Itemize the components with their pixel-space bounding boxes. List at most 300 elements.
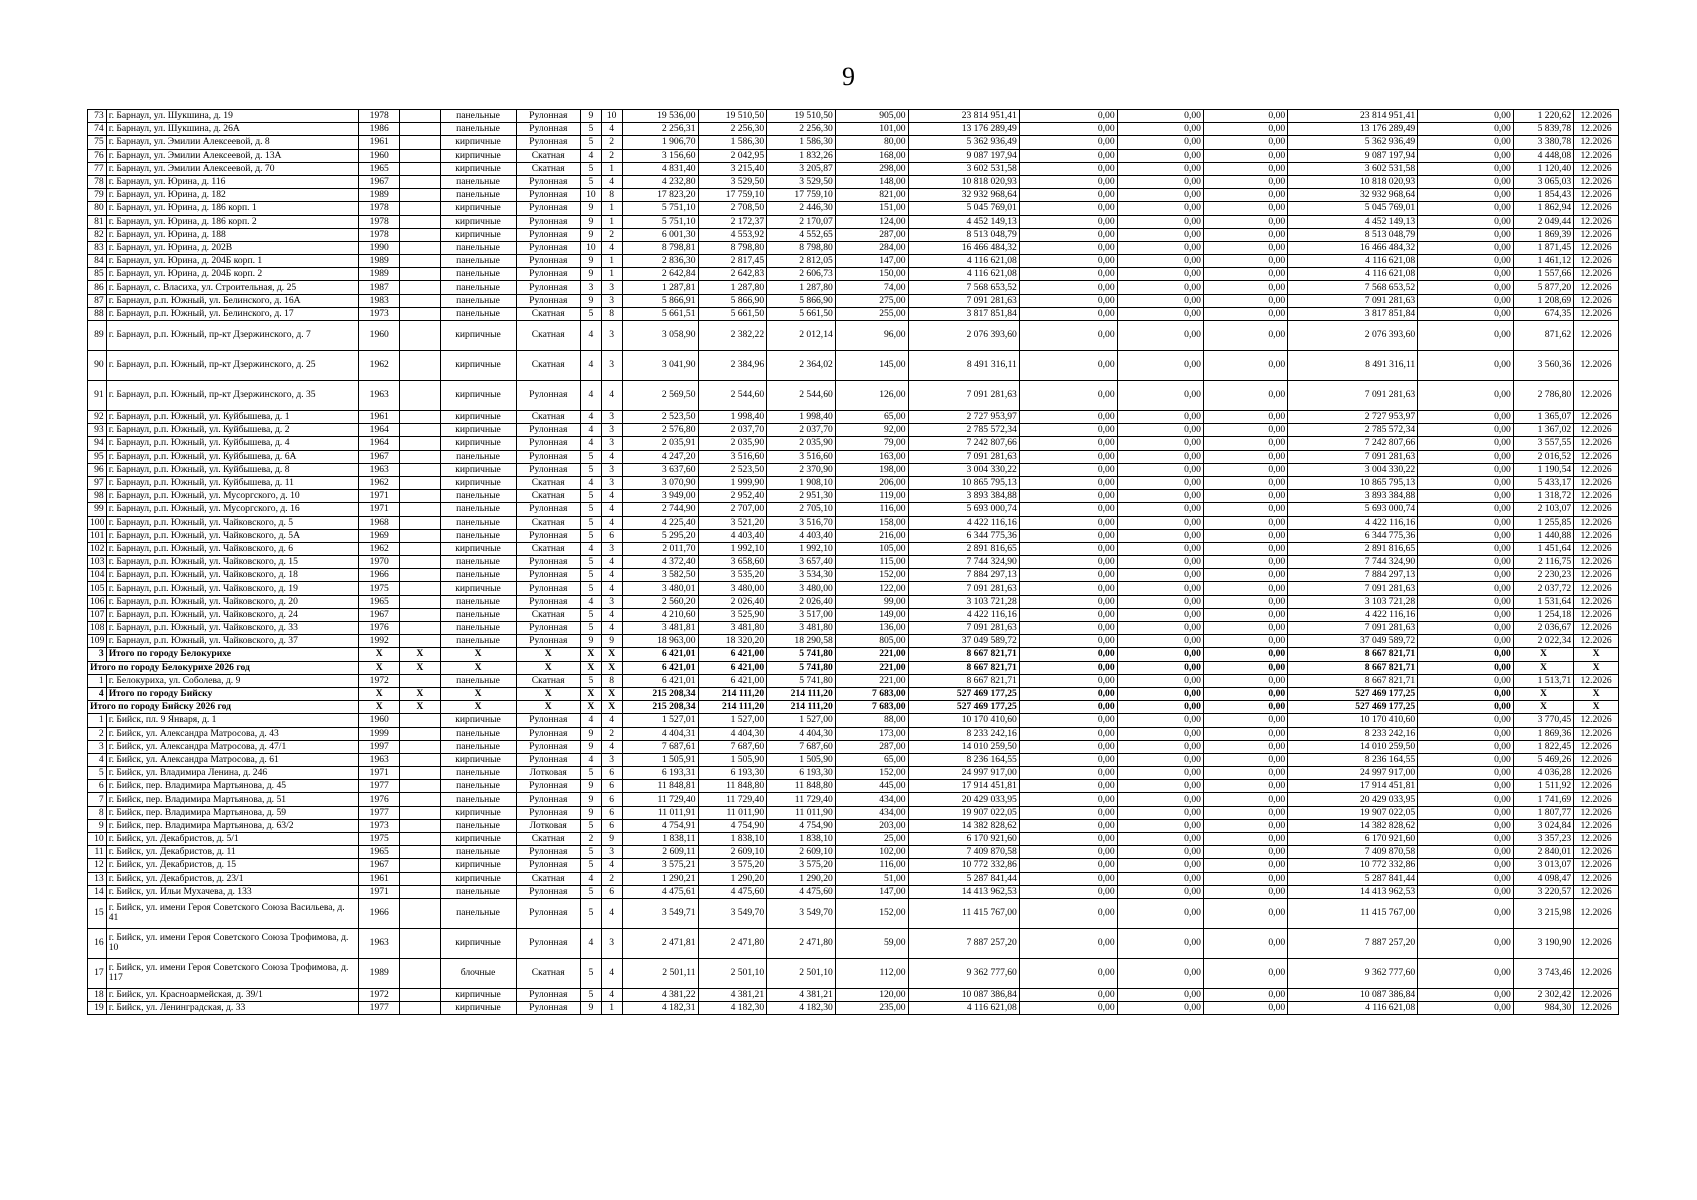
value-cell-cost: 7 744 324,90 xyxy=(908,556,1019,569)
value-cell-cost: 5 362 936,49 xyxy=(908,136,1019,149)
value-cell-f3: 0,00 xyxy=(1203,215,1287,228)
address-cell: г. Барнаул, ул. Шукшина, д. 26А xyxy=(106,123,359,136)
wall-material-cell: панельные xyxy=(440,622,516,635)
row-number: 107 xyxy=(88,608,107,621)
value-cell-cost: 7 091 281,63 xyxy=(908,294,1019,307)
address-cell: г. Белокуриха, ул. Соболева, д. 9 xyxy=(106,674,359,687)
value-cell-cost: 14 413 962,53 xyxy=(908,885,1019,898)
table-row xyxy=(88,542,1619,555)
roof-type-cell: Рулонная xyxy=(516,529,580,542)
value-cell-cost: 8 513 048,79 xyxy=(908,228,1019,241)
value-cell-f3: 0,00 xyxy=(1203,381,1287,411)
value-cell-cost: 5 287 841,44 xyxy=(908,872,1019,885)
value-cell-f2: 0,00 xyxy=(1117,740,1203,753)
placeholder-x-cell: X xyxy=(516,661,580,674)
roof-type-cell: Скатная xyxy=(516,321,580,351)
row-number: 92 xyxy=(88,411,107,424)
value-cell-f2: 0,00 xyxy=(1117,872,1203,885)
address-cell: г. Барнаул, ул. Юрина, д. 186 корп. 2 xyxy=(106,215,359,228)
row-number: 81 xyxy=(88,215,107,228)
unit-cost-cell: 2 022,34 xyxy=(1513,635,1573,648)
value-cell-f1: 0,00 xyxy=(1019,294,1117,307)
value-cell-z: 0,00 xyxy=(1418,793,1514,806)
entrances-cell: 3 xyxy=(601,753,622,766)
value-cell-z: 0,00 xyxy=(1418,872,1514,885)
table-row xyxy=(88,162,1619,175)
value-cell-f2: 0,00 xyxy=(1117,753,1203,766)
value-cell-a1: 2 576,80 xyxy=(622,424,698,437)
floors-cell: 4 xyxy=(580,595,601,608)
value-cell-f3: 0,00 xyxy=(1203,687,1287,700)
value-cell-z: 0,00 xyxy=(1418,381,1514,411)
year-cell: 1964 xyxy=(359,424,400,437)
date-cell: 12.2026 xyxy=(1574,268,1619,281)
value-cell-own: 3 004 330,22 xyxy=(1288,463,1418,476)
value-cell-a2: 11 729,40 xyxy=(698,793,767,806)
year-total-row xyxy=(88,701,1619,714)
date-cell: X xyxy=(1574,687,1619,700)
value-cell-f3: 0,00 xyxy=(1203,437,1287,450)
value-cell-f1: 0,00 xyxy=(1019,110,1117,123)
unit-cost-cell: 1 461,12 xyxy=(1513,255,1573,268)
value-cell-z: 0,00 xyxy=(1418,885,1514,898)
date-cell: 12.2026 xyxy=(1574,674,1619,687)
empty-cell xyxy=(400,463,441,476)
value-cell-cost: 7 091 281,63 xyxy=(908,381,1019,411)
value-cell-z: 0,00 xyxy=(1418,740,1514,753)
value-cell-a2: 3 525,90 xyxy=(698,608,767,621)
date-cell: 12.2026 xyxy=(1574,215,1619,228)
entrances-cell: 4 xyxy=(601,516,622,529)
value-cell-a1: 1 906,70 xyxy=(622,136,698,149)
value-cell-f1: 0,00 xyxy=(1019,162,1117,175)
unit-cost-cell: 3 357,23 xyxy=(1513,833,1573,846)
value-cell-z: 0,00 xyxy=(1418,556,1514,569)
value-cell-a1: 5 295,20 xyxy=(622,529,698,542)
year-cell: 1961 xyxy=(359,411,400,424)
year-cell: 1989 xyxy=(359,189,400,202)
date-cell: 12.2026 xyxy=(1574,529,1619,542)
value-cell-a1: 2 642,84 xyxy=(622,268,698,281)
unit-cost-cell: 3 743,46 xyxy=(1513,958,1573,988)
floors-cell: 9 xyxy=(580,294,601,307)
wall-material-cell: панельные xyxy=(440,727,516,740)
wall-material-cell: кирпичные xyxy=(440,582,516,595)
value-cell-own: 8 667 821,71 xyxy=(1288,661,1418,674)
value-cell-res: 92,00 xyxy=(835,424,908,437)
floors-cell: 4 xyxy=(580,714,601,727)
empty-cell xyxy=(400,294,441,307)
value-cell-a3: 2 170,07 xyxy=(767,215,836,228)
value-cell-cost: 23 814 951,41 xyxy=(908,110,1019,123)
floors-cell: 9 xyxy=(580,635,601,648)
value-cell-f3: 0,00 xyxy=(1203,255,1287,268)
year-cell: 1969 xyxy=(359,529,400,542)
empty-cell xyxy=(400,149,441,162)
wall-material-cell: кирпичные xyxy=(440,928,516,958)
value-cell-res: 119,00 xyxy=(835,490,908,503)
date-cell: 12.2026 xyxy=(1574,228,1619,241)
value-cell-cost: 32 932 968,64 xyxy=(908,189,1019,202)
unit-cost-cell: 2 036,67 xyxy=(1513,622,1573,635)
roof-type-cell: Скатная xyxy=(516,516,580,529)
value-cell-cost: 7 568 653,52 xyxy=(908,281,1019,294)
value-cell-a1: 2 471,81 xyxy=(622,928,698,958)
unit-cost-cell: 4 098,47 xyxy=(1513,872,1573,885)
row-number: 1 xyxy=(88,674,107,687)
value-cell-a1: 215 208,34 xyxy=(622,687,698,700)
unit-cost-cell: X xyxy=(1513,661,1573,674)
unit-cost-cell: 4 036,28 xyxy=(1513,767,1573,780)
value-cell-f3: 0,00 xyxy=(1203,753,1287,766)
floors-cell: 5 xyxy=(580,988,601,1001)
value-cell-a2: 4 475,60 xyxy=(698,885,767,898)
wall-material-cell: кирпичные xyxy=(440,381,516,411)
entrances-cell: 6 xyxy=(601,780,622,793)
floors-cell: 3 xyxy=(580,281,601,294)
value-cell-a2: 2 035,90 xyxy=(698,437,767,450)
value-cell-f2: 0,00 xyxy=(1117,189,1203,202)
address-cell: г. Барнаул, р.п. Южный, ул. Белинского, д. 17 xyxy=(106,307,359,320)
value-cell-res: 51,00 xyxy=(835,872,908,885)
entrances-cell: 3 xyxy=(601,542,622,555)
empty-cell xyxy=(400,622,441,635)
value-cell-f3: 0,00 xyxy=(1203,542,1287,555)
year-cell: 1964 xyxy=(359,437,400,450)
placeholder-x-cell: X xyxy=(601,687,622,700)
row-number: 8 xyxy=(88,806,107,819)
row-number: 16 xyxy=(88,928,107,958)
address-cell: г. Барнаул, ул. Юрина, д. 186 корп. 1 xyxy=(106,202,359,215)
floors-cell: 4 xyxy=(580,753,601,766)
entrances-cell: 1 xyxy=(601,215,622,228)
unit-cost-cell: 2 103,07 xyxy=(1513,503,1573,516)
value-cell-cost: 7 409 870,58 xyxy=(908,846,1019,859)
date-cell: 12.2026 xyxy=(1574,753,1619,766)
value-cell-own: 23 814 951,41 xyxy=(1288,110,1418,123)
value-cell-f2: 0,00 xyxy=(1117,268,1203,281)
value-cell-f2: 0,00 xyxy=(1117,767,1203,780)
roof-type-cell: Рулонная xyxy=(516,582,580,595)
value-cell-a2: 3 215,40 xyxy=(698,162,767,175)
entrances-cell: 3 xyxy=(601,476,622,489)
value-cell-z: 0,00 xyxy=(1418,215,1514,228)
value-cell-a2: 2 382,22 xyxy=(698,321,767,351)
value-cell-f1: 0,00 xyxy=(1019,859,1117,872)
date-cell: 12.2026 xyxy=(1574,608,1619,621)
value-cell-z: 0,00 xyxy=(1418,503,1514,516)
table-row xyxy=(88,437,1619,450)
value-cell-a1: 11 729,40 xyxy=(622,793,698,806)
row-number: 19 xyxy=(88,1002,107,1015)
value-cell-f2: 0,00 xyxy=(1117,898,1203,928)
address-cell: г. Барнаул, р.п. Южный, ул. Чайковского, д. 5А xyxy=(106,529,359,542)
value-cell-z: 0,00 xyxy=(1418,463,1514,476)
value-cell-cost: 2 727 953,97 xyxy=(908,411,1019,424)
empty-cell xyxy=(400,569,441,582)
value-cell-own: 7 091 281,63 xyxy=(1288,381,1418,411)
date-cell: 12.2026 xyxy=(1574,793,1619,806)
roof-type-cell: Скатная xyxy=(516,162,580,175)
roof-type-cell: Рулонная xyxy=(516,228,580,241)
date-cell: 12.2026 xyxy=(1574,846,1619,859)
entrances-cell: 8 xyxy=(601,189,622,202)
table-row xyxy=(88,846,1619,859)
address-cell: г. Барнаул, ул. Юрина, д. 116 xyxy=(106,175,359,188)
value-cell-cost: 5 693 000,74 xyxy=(908,503,1019,516)
table-row xyxy=(88,307,1619,320)
empty-cell xyxy=(400,189,441,202)
value-cell-a3: 2 951,30 xyxy=(767,490,836,503)
value-cell-f1: 0,00 xyxy=(1019,767,1117,780)
value-cell-res: 148,00 xyxy=(835,175,908,188)
year-cell: 1961 xyxy=(359,136,400,149)
empty-cell xyxy=(400,872,441,885)
date-cell: 12.2026 xyxy=(1574,833,1619,846)
date-cell: X xyxy=(1574,701,1619,714)
value-cell-a1: 2 011,70 xyxy=(622,542,698,555)
unit-cost-cell: 1 208,69 xyxy=(1513,294,1573,307)
address-cell: г. Бийск, ул. имени Героя Советского Союза Васильева, д. 41 xyxy=(106,898,359,928)
row-number: 18 xyxy=(88,988,107,1001)
value-cell-f3: 0,00 xyxy=(1203,674,1287,687)
wall-material-cell: панельные xyxy=(440,674,516,687)
value-cell-cost: 6 170 921,60 xyxy=(908,833,1019,846)
value-cell-a3: 2 609,10 xyxy=(767,846,836,859)
placeholder-x-cell: X xyxy=(516,687,580,700)
empty-cell xyxy=(400,136,441,149)
value-cell-cost: 3 602 531,58 xyxy=(908,162,1019,175)
unit-cost-cell: 1 871,45 xyxy=(1513,241,1573,254)
entrances-cell: 6 xyxy=(601,885,622,898)
value-cell-res: 116,00 xyxy=(835,503,908,516)
date-cell: 12.2026 xyxy=(1574,806,1619,819)
value-cell-res: 59,00 xyxy=(835,928,908,958)
address-cell: г. Бийск, ул. Александра Матросова, д. 43 xyxy=(106,727,359,740)
value-cell-own: 13 176 289,49 xyxy=(1288,123,1418,136)
wall-material-cell: панельные xyxy=(440,846,516,859)
table-row xyxy=(88,740,1619,753)
value-cell-z: 0,00 xyxy=(1418,988,1514,1001)
value-cell-a1: 2 501,11 xyxy=(622,958,698,988)
value-cell-f3: 0,00 xyxy=(1203,351,1287,381)
wall-material-cell: кирпичные xyxy=(440,202,516,215)
value-cell-a3: 3 516,70 xyxy=(767,516,836,529)
subtotal-label: Итого по городу Бийску xyxy=(106,687,359,700)
unit-cost-cell: X xyxy=(1513,648,1573,661)
wall-material-cell: панельные xyxy=(440,898,516,928)
value-cell-a2: 1 527,00 xyxy=(698,714,767,727)
value-cell-z: 0,00 xyxy=(1418,928,1514,958)
value-cell-z: 0,00 xyxy=(1418,767,1514,780)
unit-cost-cell: 1 741,69 xyxy=(1513,793,1573,806)
value-cell-a3: 1 586,30 xyxy=(767,136,836,149)
empty-cell xyxy=(400,819,441,832)
value-cell-res: 284,00 xyxy=(835,241,908,254)
wall-material-cell: панельные xyxy=(440,294,516,307)
wall-material-cell: панельные xyxy=(440,595,516,608)
wall-material-cell: кирпичные xyxy=(440,228,516,241)
value-cell-a1: 4 381,22 xyxy=(622,988,698,1001)
entrances-cell: 2 xyxy=(601,149,622,162)
table-row xyxy=(88,767,1619,780)
entrances-cell: 10 xyxy=(601,110,622,123)
value-cell-f1: 0,00 xyxy=(1019,255,1117,268)
value-cell-f1: 0,00 xyxy=(1019,351,1117,381)
value-cell-res: 235,00 xyxy=(835,1002,908,1015)
value-cell-f2: 0,00 xyxy=(1117,110,1203,123)
value-cell-a3: 1 505,90 xyxy=(767,753,836,766)
unit-cost-cell: X xyxy=(1513,687,1573,700)
entrances-cell: 6 xyxy=(601,819,622,832)
floors-cell: 5 xyxy=(580,958,601,988)
value-cell-cost: 527 469 177,25 xyxy=(908,687,1019,700)
unit-cost-cell: 3 560,36 xyxy=(1513,351,1573,381)
year-cell: 1961 xyxy=(359,872,400,885)
value-cell-cost: 7 091 281,63 xyxy=(908,450,1019,463)
roof-type-cell: Рулонная xyxy=(516,123,580,136)
table-row xyxy=(88,228,1619,241)
table-row xyxy=(88,321,1619,351)
value-cell-a2: 4 754,90 xyxy=(698,819,767,832)
empty-cell xyxy=(400,793,441,806)
unit-cost-cell: 1 318,72 xyxy=(1513,490,1573,503)
row-number: 17 xyxy=(88,958,107,988)
value-cell-res: 805,00 xyxy=(835,635,908,648)
value-cell-a3: 1 287,80 xyxy=(767,281,836,294)
row-number: 98 xyxy=(88,490,107,503)
value-cell-f2: 0,00 xyxy=(1117,806,1203,819)
value-cell-f3: 0,00 xyxy=(1203,556,1287,569)
value-cell-cost: 7 091 281,63 xyxy=(908,622,1019,635)
floors-cell: 5 xyxy=(580,516,601,529)
wall-material-cell: кирпичные xyxy=(440,149,516,162)
roof-type-cell: Рулонная xyxy=(516,450,580,463)
value-cell-f2: 0,00 xyxy=(1117,661,1203,674)
entrances-cell: 3 xyxy=(601,351,622,381)
value-cell-a1: 3 156,60 xyxy=(622,149,698,162)
value-cell-f1: 0,00 xyxy=(1019,701,1117,714)
roof-type-cell: Рулонная xyxy=(516,381,580,411)
value-cell-a3: 2 606,73 xyxy=(767,268,836,281)
entrances-cell: 1 xyxy=(601,1002,622,1015)
roof-type-cell: Скатная xyxy=(516,872,580,885)
table-row xyxy=(88,595,1619,608)
value-cell-a3: 2 037,70 xyxy=(767,424,836,437)
wall-material-cell: панельные xyxy=(440,740,516,753)
value-cell-own: 5 045 769,01 xyxy=(1288,202,1418,215)
value-cell-cost: 13 176 289,49 xyxy=(908,123,1019,136)
date-cell: 12.2026 xyxy=(1574,569,1619,582)
placeholder-x-cell: X xyxy=(601,661,622,674)
unit-cost-cell: X xyxy=(1513,701,1573,714)
wall-material-cell: кирпичные xyxy=(440,424,516,437)
address-cell: г. Барнаул, ул. Юрина, д. 204Б корп. 1 xyxy=(106,255,359,268)
value-cell-a2: 2 037,70 xyxy=(698,424,767,437)
unit-cost-cell: 1 557,66 xyxy=(1513,268,1573,281)
unit-cost-cell: 3 024,84 xyxy=(1513,819,1573,832)
row-number: 3 xyxy=(88,648,107,661)
value-cell-a2: 1 290,20 xyxy=(698,872,767,885)
address-cell: г. Барнаул, р.п. Южный, пр-кт Дзержинского, д. 25 xyxy=(106,351,359,381)
table-row xyxy=(88,215,1619,228)
empty-cell xyxy=(400,859,441,872)
value-cell-cost: 4 116 621,08 xyxy=(908,268,1019,281)
value-cell-res: 287,00 xyxy=(835,228,908,241)
value-cell-a3: 5 866,90 xyxy=(767,294,836,307)
year-total-label: Итого по городу Бийску 2026 год xyxy=(88,701,359,714)
value-cell-own: 7 884 297,13 xyxy=(1288,569,1418,582)
value-cell-f2: 0,00 xyxy=(1117,241,1203,254)
table-row xyxy=(88,450,1619,463)
value-cell-a3: 6 193,30 xyxy=(767,767,836,780)
value-cell-cost: 7 242 807,66 xyxy=(908,437,1019,450)
value-cell-a3: 11 729,40 xyxy=(767,793,836,806)
floors-cell: 4 xyxy=(580,321,601,351)
table-row xyxy=(88,1002,1619,1015)
value-cell-cost: 10 865 795,13 xyxy=(908,476,1019,489)
placeholder-x-cell: X xyxy=(440,701,516,714)
entrances-cell: 9 xyxy=(601,833,622,846)
value-cell-cost: 4 116 621,08 xyxy=(908,255,1019,268)
date-cell: 12.2026 xyxy=(1574,885,1619,898)
value-cell-f3: 0,00 xyxy=(1203,175,1287,188)
value-cell-cost: 10 170 410,60 xyxy=(908,714,1019,727)
unit-cost-cell: 1 854,43 xyxy=(1513,189,1573,202)
value-cell-a1: 4 247,20 xyxy=(622,450,698,463)
value-cell-z: 0,00 xyxy=(1418,687,1514,700)
value-cell-f1: 0,00 xyxy=(1019,833,1117,846)
empty-cell xyxy=(400,503,441,516)
empty-cell xyxy=(400,833,441,846)
value-cell-a3: 1 908,10 xyxy=(767,476,836,489)
placeholder-x-cell: X xyxy=(601,648,622,661)
date-cell: 12.2026 xyxy=(1574,859,1619,872)
empty-cell xyxy=(400,740,441,753)
value-cell-a3: 2 705,10 xyxy=(767,503,836,516)
floors-cell: 5 xyxy=(580,556,601,569)
value-cell-a2: 1 505,90 xyxy=(698,753,767,766)
value-cell-res: 150,00 xyxy=(835,268,908,281)
value-cell-f2: 0,00 xyxy=(1117,885,1203,898)
wall-material-cell: панельные xyxy=(440,885,516,898)
address-cell: г. Бийск, ул. Декабристов, д. 15 xyxy=(106,859,359,872)
date-cell: 12.2026 xyxy=(1574,149,1619,162)
entrances-cell: 4 xyxy=(601,714,622,727)
row-number: 80 xyxy=(88,202,107,215)
page-number: 9 xyxy=(842,62,855,91)
year-total-label: Итого по городу Белокурихе 2026 год xyxy=(88,661,359,674)
row-number: 90 xyxy=(88,351,107,381)
value-cell-a2: 2 026,40 xyxy=(698,595,767,608)
wall-material-cell: панельные xyxy=(440,490,516,503)
value-cell-own: 10 772 332,86 xyxy=(1288,859,1418,872)
value-cell-f1: 0,00 xyxy=(1019,793,1117,806)
value-cell-a3: 3 549,70 xyxy=(767,898,836,928)
table-row xyxy=(88,898,1619,928)
row-number: 1 xyxy=(88,714,107,727)
value-cell-a2: 5 866,90 xyxy=(698,294,767,307)
value-cell-z: 0,00 xyxy=(1418,351,1514,381)
value-cell-a3: 2 471,80 xyxy=(767,928,836,958)
roof-type-cell: Рулонная xyxy=(516,202,580,215)
value-cell-res: 152,00 xyxy=(835,569,908,582)
floors-cell: 4 xyxy=(580,381,601,411)
placeholder-x-cell: X xyxy=(400,701,441,714)
value-cell-a1: 4 831,40 xyxy=(622,162,698,175)
empty-cell xyxy=(400,928,441,958)
value-cell-f2: 0,00 xyxy=(1117,149,1203,162)
